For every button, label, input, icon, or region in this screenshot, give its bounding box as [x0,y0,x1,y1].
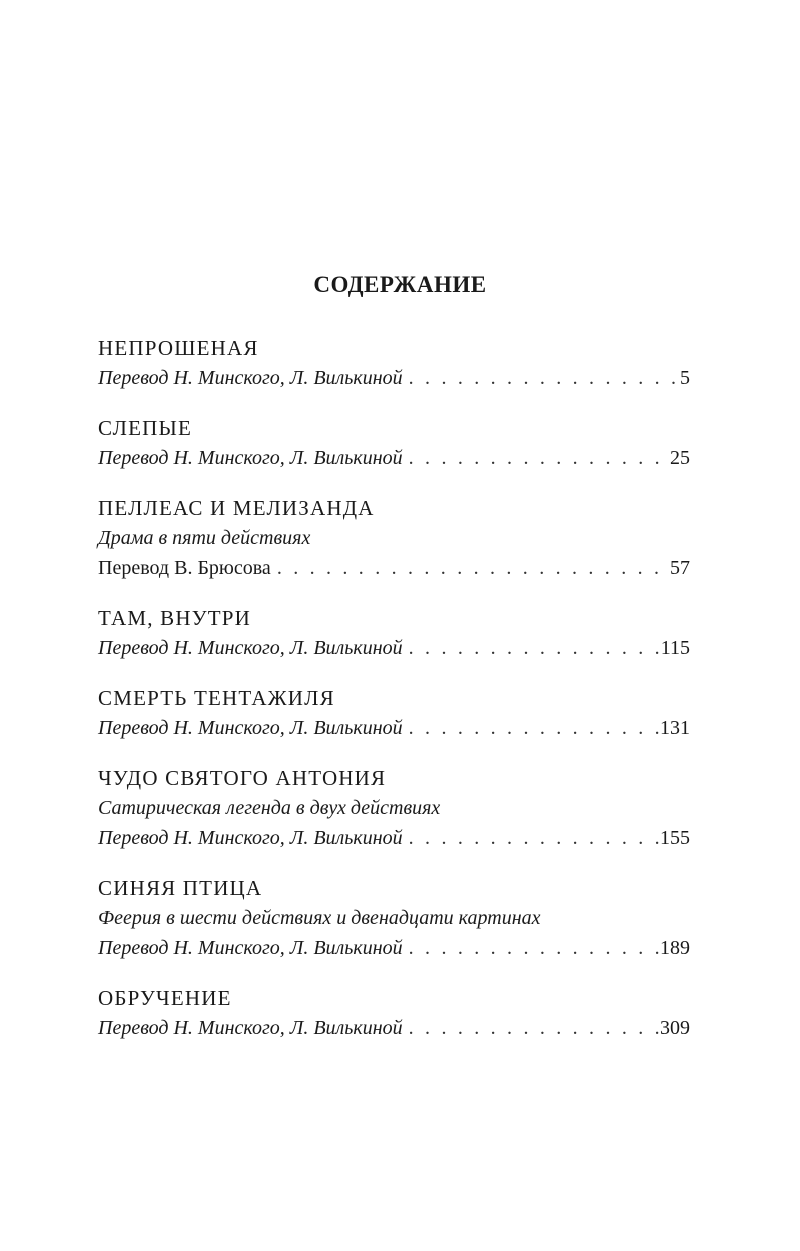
toc-entry-obruchenie[interactable] [98,983,690,1043]
toc-entry-translator: Перевод Н. Минского, Л. Вилькиной [98,447,403,469]
toc-entry-translation-line [98,713,690,743]
dot-leader [403,823,660,853]
toc-entry-title: СИНЯЯ ПТИЦА [98,876,263,900]
toc-entry-page-number: 131 [660,717,690,739]
dot-leader [403,1013,660,1043]
toc-entry-page-number: 5 [680,367,690,389]
toc-entry-translation-line [98,933,690,963]
toc-entry-page-number: 57 [670,557,690,579]
toc-entry-neproshenaya[interactable] [98,333,690,393]
table-of-contents [98,333,690,1043]
toc-entry-title: ОБРУЧЕНИЕ [98,986,232,1010]
toc-entry-title: СМЕРТЬ ТЕНТАЖИЛЯ [98,686,335,710]
toc-entry-slepye[interactable] [98,413,690,473]
toc-entry-translator: Перевод Н. Минского, Л. Вилькиной [98,637,403,659]
toc-entry-subtitle: Драма в пяти действиях [98,527,311,549]
toc-heading: СОДЕРЖАНИЕ [313,272,487,297]
toc-entry-subtitle: Сатирическая легенда в двух действиях [98,797,441,819]
dot-leader [271,553,670,583]
toc-entry-tam-vnutri[interactable] [98,603,690,663]
dot-leader [403,443,670,473]
toc-entry-pelleas[interactable] [98,493,690,583]
toc-entry-subtitle: Феерия в шести действиях и двенадцати картинах [98,907,541,929]
toc-entry-translation-line [98,553,690,583]
dot-leader [403,363,680,393]
dot-leader [403,933,660,963]
toc-entry-title: НЕПРОШЕНАЯ [98,336,259,360]
toc-entry-page-number: 189 [660,937,690,959]
toc-entry-translation-line [98,363,690,393]
toc-entry-page-number: 309 [660,1017,690,1039]
toc-entry-sinyaya-ptitsa[interactable] [98,873,690,963]
toc-entry-translator: Перевод Н. Минского, Л. Вилькиной [98,827,403,849]
toc-entry-translation-line [98,443,690,473]
toc-entry-page-number: 25 [670,447,690,469]
toc-entry-translation-line [98,823,690,853]
toc-entry-translator: Перевод Н. Минского, Л. Вилькиной [98,1017,403,1039]
toc-entry-title: ТАМ, ВНУТРИ [98,606,252,630]
toc-entry-page-number: 155 [660,827,690,849]
dot-leader [403,713,660,743]
toc-entry-translator: Перевод Н. Минского, Л. Вилькиной [98,367,403,389]
toc-entry-translation-line [98,1013,690,1043]
toc-entry-smert-tentazhilya[interactable] [98,683,690,743]
toc-entry-title: ЧУДО СВЯТОГО АНТОНИЯ [98,766,387,790]
toc-entry-translator: Перевод Н. Минского, Л. Вилькиной [98,717,403,739]
dot-leader [403,633,661,663]
toc-entry-title: ПЕЛЛЕАС И МЕЛИЗАНДА [98,496,375,520]
toc-entry-page-number: 115 [660,637,690,659]
toc-entry-translator: Перевод В. Брюсова [98,557,271,579]
toc-entry-title: СЛЕПЫЕ [98,416,193,440]
toc-entry-translation-line [98,633,690,663]
toc-entry-translator: Перевод Н. Минского, Л. Вилькиной [98,937,403,959]
toc-entry-chudo-svyatogo-antoniya[interactable] [98,763,690,853]
